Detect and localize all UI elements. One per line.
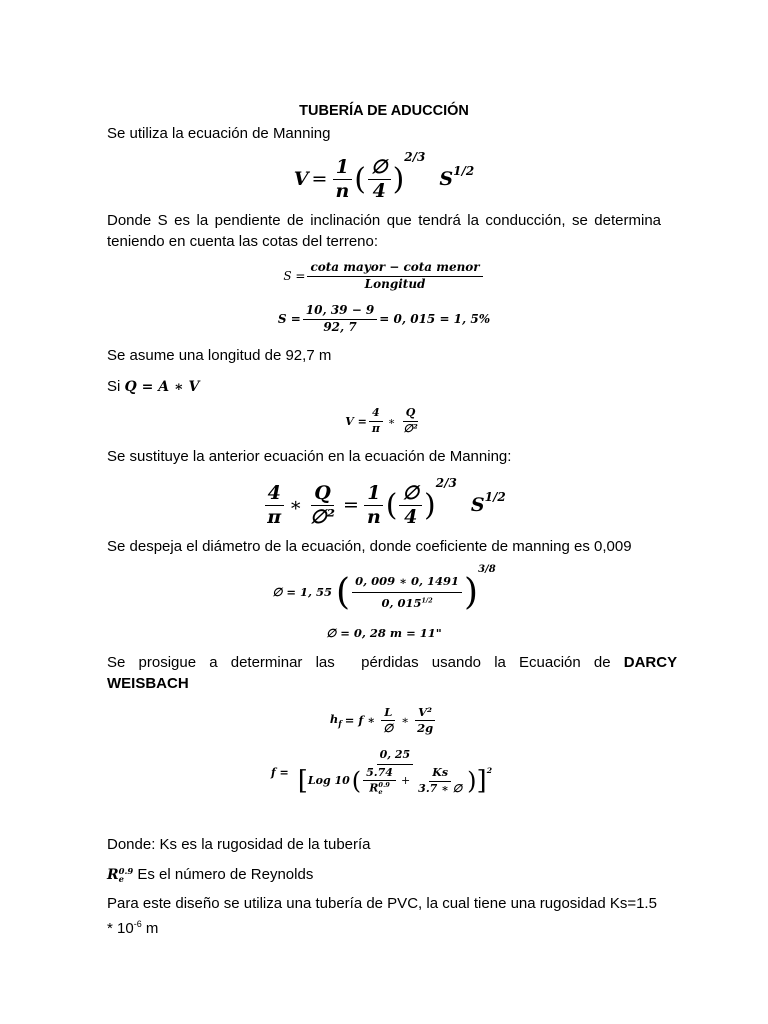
manning-frac-1 [332,157,352,202]
headloss-formula [0,700,768,740]
reynolds-symbol [107,867,133,883]
darcy-bold-1: DARCY [623,654,678,671]
reynolds-paragraph [107,864,661,886]
paren-close: ) [424,487,436,523]
friction-exp: 2 [486,765,493,775]
slope-lhs: S = [283,269,306,283]
friction-formula [0,742,768,802]
diameter-result: ∅ = 0, 28 m = 11" [326,626,442,640]
combined-frac-4 [399,483,422,528]
combined-frac-2 [307,483,338,528]
q-equation: Q = A ∗ V [124,379,200,395]
velocity-op: ∗ [387,414,396,428]
reynolds-symbol-scripts [119,867,134,884]
friction-den [295,765,495,796]
friction-frac [295,749,495,796]
reynolds-symbol-r: R [107,867,119,883]
darcy-line-1 [107,652,678,673]
combined-frac-2-num: Q [311,483,334,506]
manning-frac-1-den: n [335,179,350,202]
diameter-lhs: ∅ = 1, 55 [272,585,333,599]
slope-frac [307,261,482,290]
velocity-frac-1-num: 4 [369,407,383,421]
headloss-eq: = f ∗ [344,713,376,727]
darcy-paragraph [107,652,678,694]
combined-frac-3 [364,483,384,528]
darcy-text: Se prosigue a determinar las pérdidas usando la Ecuación de [107,654,624,671]
velocity-formula [0,402,768,440]
manning-exponent: 2/3 [404,150,426,164]
pvc-line-2 [107,914,661,939]
diameter-exponent: 3/8 [478,564,496,575]
pvc-line-2-sup: -6 [133,919,142,929]
headloss-h: h [329,711,339,726]
friction-lhs: f = [270,765,289,779]
velocity-frac-1 [369,407,383,434]
slope-value-frac-num: 10, 39 − 9 [303,304,378,319]
manning-frac-2 [368,157,391,202]
diameter-frac-num: 0, 009 ∗ 0, 1491 [352,575,462,593]
bracket-open: [ [297,765,308,796]
headloss-lhs [330,712,342,728]
reynolds-sup: 0.9 [378,781,390,789]
slope-paragraph-text: Donde S es la pendiente de inclinación que tendrá la conducción, se determina teniendo en cuenta las cotas del terreno: [107,212,661,250]
headloss-sub: f [338,718,342,729]
reynolds-r: R [369,781,379,795]
headloss-frac-2-num: V² [415,706,435,721]
combined-equation [0,474,768,536]
reynolds-symbol-sub: e [118,874,124,884]
combined-frac-1 [264,483,284,528]
paren-open: ( [354,161,366,197]
velocity-lhs: V = [345,414,367,428]
substitute-paragraph: Se sustituye la anterior ecuación en la ecuación de Manning: [107,448,512,465]
manning-equation [0,150,768,208]
ks-paragraph: Donde: Ks es la rugosidad de la tubería [107,836,371,853]
manning-lhs: V [293,168,309,190]
reynolds-symbol-sup: 0.9 [118,865,134,876]
si-paragraph [107,376,661,398]
manning-frac-2-num: ∅ [368,157,391,180]
diameter-paragraph: Se despeja el diámetro de la ecuación, donde coeficiente de manning es 0,009 [107,538,632,555]
combined-s-exponent: 1/2 [484,490,506,504]
paren-open: ( [351,766,362,795]
manning-s: S [439,168,454,190]
slope-value-lhs: S = [277,312,301,326]
friction-num: 0, 25 [377,749,414,765]
combined-frac-1-num: 4 [265,483,284,506]
pvc-line-2-b: m [141,920,159,937]
manning-frac-2-den: 4 [372,179,386,202]
slope-value-formula [0,300,768,338]
diameter-frac-den [379,593,436,610]
paren-close: ) [392,161,405,197]
paren-open: ( [385,487,398,523]
combined-frac-4-den: 4 [404,505,418,528]
friction-a-den [366,781,393,795]
combined-s: S [470,494,485,516]
intro-paragraph: Se utiliza la ecuación de Manning [107,125,331,142]
darcy-bold-2: WEISBACH [107,675,189,692]
si-text: Si [107,378,121,395]
slope-value-frac-den: 92, 7 [323,319,357,334]
slope-value-rhs: = 0, 015 = 1, 5% [379,312,491,326]
combined-frac-2-den: ∅² [310,505,336,528]
diameter-formula [0,564,768,620]
paren-close: ) [464,571,479,613]
slope-value-frac [303,304,378,333]
manning-s-exponent: 1/2 [453,164,475,178]
length-paragraph: Se asume una longitud de 92,7 m [107,347,332,364]
manning-frac-1-num: 1 [333,157,352,180]
reynolds-sub: e [378,787,383,796]
bracket-close: ] [476,765,487,796]
combined-equals: = [343,494,359,516]
friction-log: Log 10 [307,774,350,787]
manning-equals: = [311,168,328,190]
pvc-line-2-a: * 10 [107,920,134,937]
combined-frac-4-num: ∅ [399,483,422,506]
headloss-op: ∗ [401,713,410,727]
diameter-frac [352,575,462,609]
paren-close: ) [467,766,477,795]
friction-frac-b [415,767,465,794]
pvc-paragraph [107,893,661,939]
diameter-den-base: 0, 015 [381,595,422,610]
reynolds-scripts [378,782,389,795]
reynolds-text: Es el número de Reynolds [133,866,314,883]
slope-formula [0,258,768,294]
slope-frac-den: Longitud [364,276,426,291]
combined-exponent: 2/3 [435,476,457,490]
headloss-frac-2-den: 2g [417,720,434,735]
diameter-den-exp: 1/2 [421,597,433,605]
pvc-line-1: Para este diseño se utiliza una tubería de PVC, la cual tiene una rugosidad Ks=1.5 [107,895,657,912]
velocity-frac-2 [400,407,420,434]
friction-plus: + [400,774,411,787]
friction-frac-a [363,767,396,795]
friction-b-num: Ks [429,767,451,781]
combined-frac-3-num: 1 [364,483,383,506]
combined-frac-3-den: n [366,505,381,528]
combined-frac-1-den: π [267,505,282,528]
velocity-frac-2-den: ∅² [403,421,418,435]
headloss-frac-1-num: L [381,706,395,721]
headloss-frac-2 [414,706,436,734]
velocity-frac-2-num: Q [403,407,419,421]
headloss-frac-1 [380,706,396,734]
slope-paragraph [107,210,661,252]
friction-b-den: 3.7 ∗ ∅ [418,781,463,795]
slope-frac-num: cota mayor − cota menor [307,261,482,276]
headloss-frac-1-den: ∅ [383,720,394,735]
page-title: TUBERÍA DE ADUCCIÓN [299,103,469,119]
combined-op: ∗ [289,494,303,516]
velocity-frac-1-den: π [371,421,380,435]
paren-open: ( [336,571,351,613]
friction-a-num: 5.74 [363,767,396,781]
